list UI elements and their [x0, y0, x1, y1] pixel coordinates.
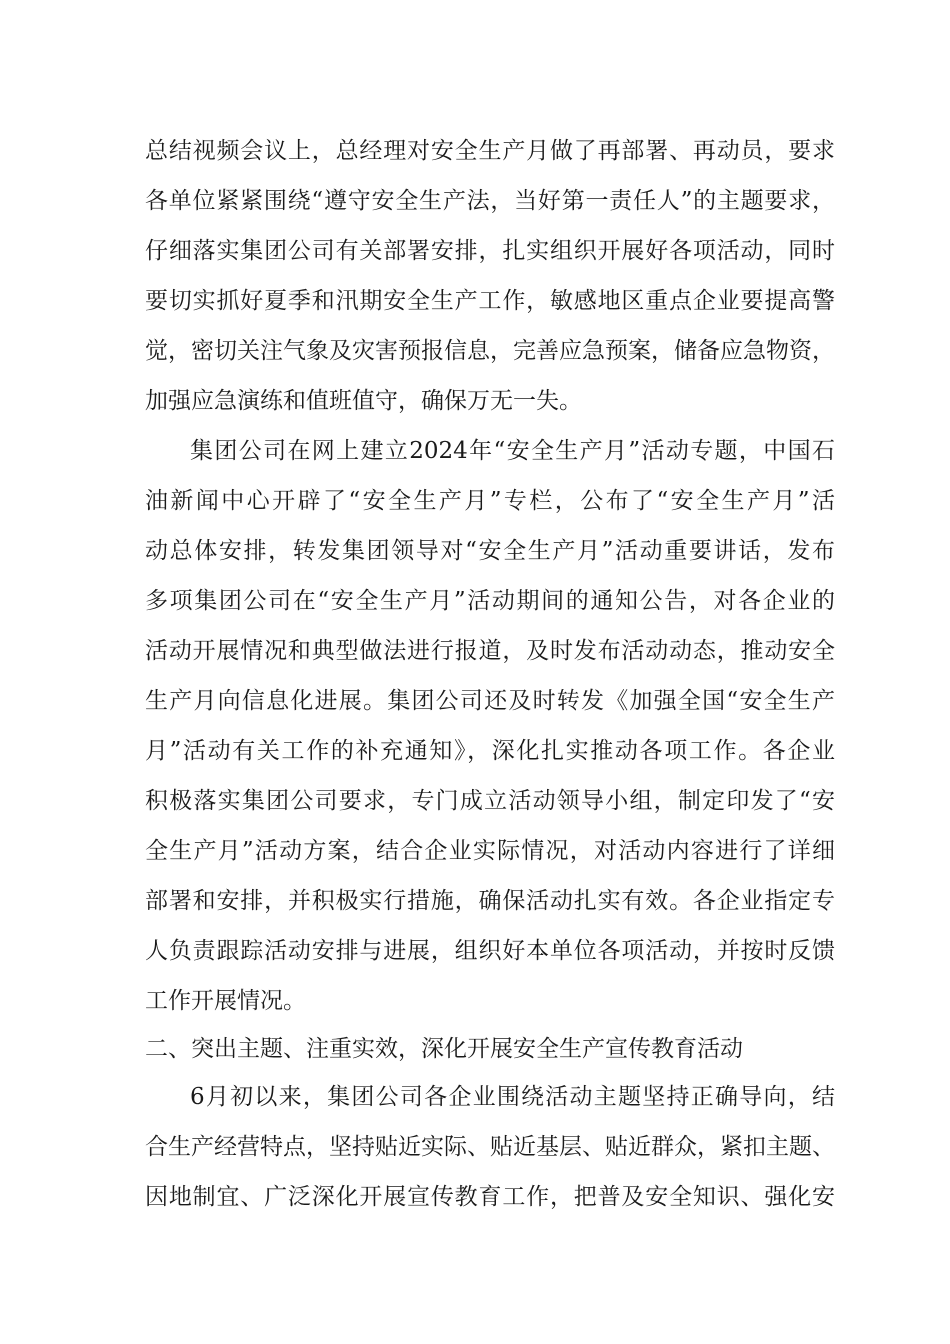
section-heading: 二、突出主题、注重实效，深化开展安全生产宣传教育活动 — [145, 1036, 743, 1062]
text-line: 总结视频会议上，总经理对安全生产月做了再部署、再动员，要求 — [145, 138, 835, 164]
text-line: 觉，密切关注气象及灾害预报信息，完善应急预案，储备应急物资， — [145, 338, 835, 364]
text-line: 工作开展情况。 — [145, 988, 306, 1014]
text-line: 合生产经营特点，坚持贴近实际、贴近基层、贴近群众，紧扣主题、 — [145, 1134, 835, 1160]
text-line: 动总体安排，转发集团领导对“安全生产月”活动重要讲话，发布 — [145, 538, 835, 564]
text-line: 因地制宜、广泛深化开展宣传教育工作，把普及安全知识、强化安 — [145, 1184, 835, 1210]
text-line: 加强应急演练和值班值守，确保万无一失。 — [145, 388, 582, 414]
paragraph-first-line: 6月初以来，集团公司各企业围绕活动主题坚持正确导向，结 — [190, 1084, 835, 1110]
text-line: 要切实抓好夏季和汛期安全生产工作，敏感地区重点企业要提高警 — [145, 288, 835, 314]
text-line: 活动开展情况和典型做法进行报道，及时发布活动动态，推动安全 — [145, 638, 835, 664]
text-line: 积极落实集团公司要求，专门成立活动领导小组，制定印发了“安 — [145, 788, 835, 814]
text-line: 多项集团公司在“安全生产月”活动期间的通知公告，对各企业的 — [145, 588, 835, 614]
text-line: 生产月向信息化进展。集团公司还及时转发《加强全国“安全生产 — [145, 688, 835, 714]
text-line: 部署和安排，并积极实行措施，确保活动扎实有效。各企业指定专 — [145, 888, 835, 914]
text-line: 人负责跟踪活动安排与进展，组织好本单位各项活动，并按时反馈 — [145, 938, 835, 964]
text-line: 油新闻中心开辟了“安全生产月”专栏，公布了“安全生产月”活 — [145, 488, 835, 514]
text-line: 仔细落实集团公司有关部署安排，扎实组织开展好各项活动，同时 — [145, 238, 835, 264]
text-line: 各单位紧紧围绕“遵守安全生产法，当好第一责任人”的主题要求， — [145, 188, 835, 214]
text-line: 全生产月”活动方案，结合企业实际情况，对活动内容进行了详细 — [145, 838, 835, 864]
text-line: 月”活动有关工作的补充通知》，深化扎实推动各项工作。各企业 — [145, 738, 835, 764]
paragraph-first-line: 集团公司在网上建立2024年“安全生产月”活动专题，中国石 — [190, 438, 835, 464]
